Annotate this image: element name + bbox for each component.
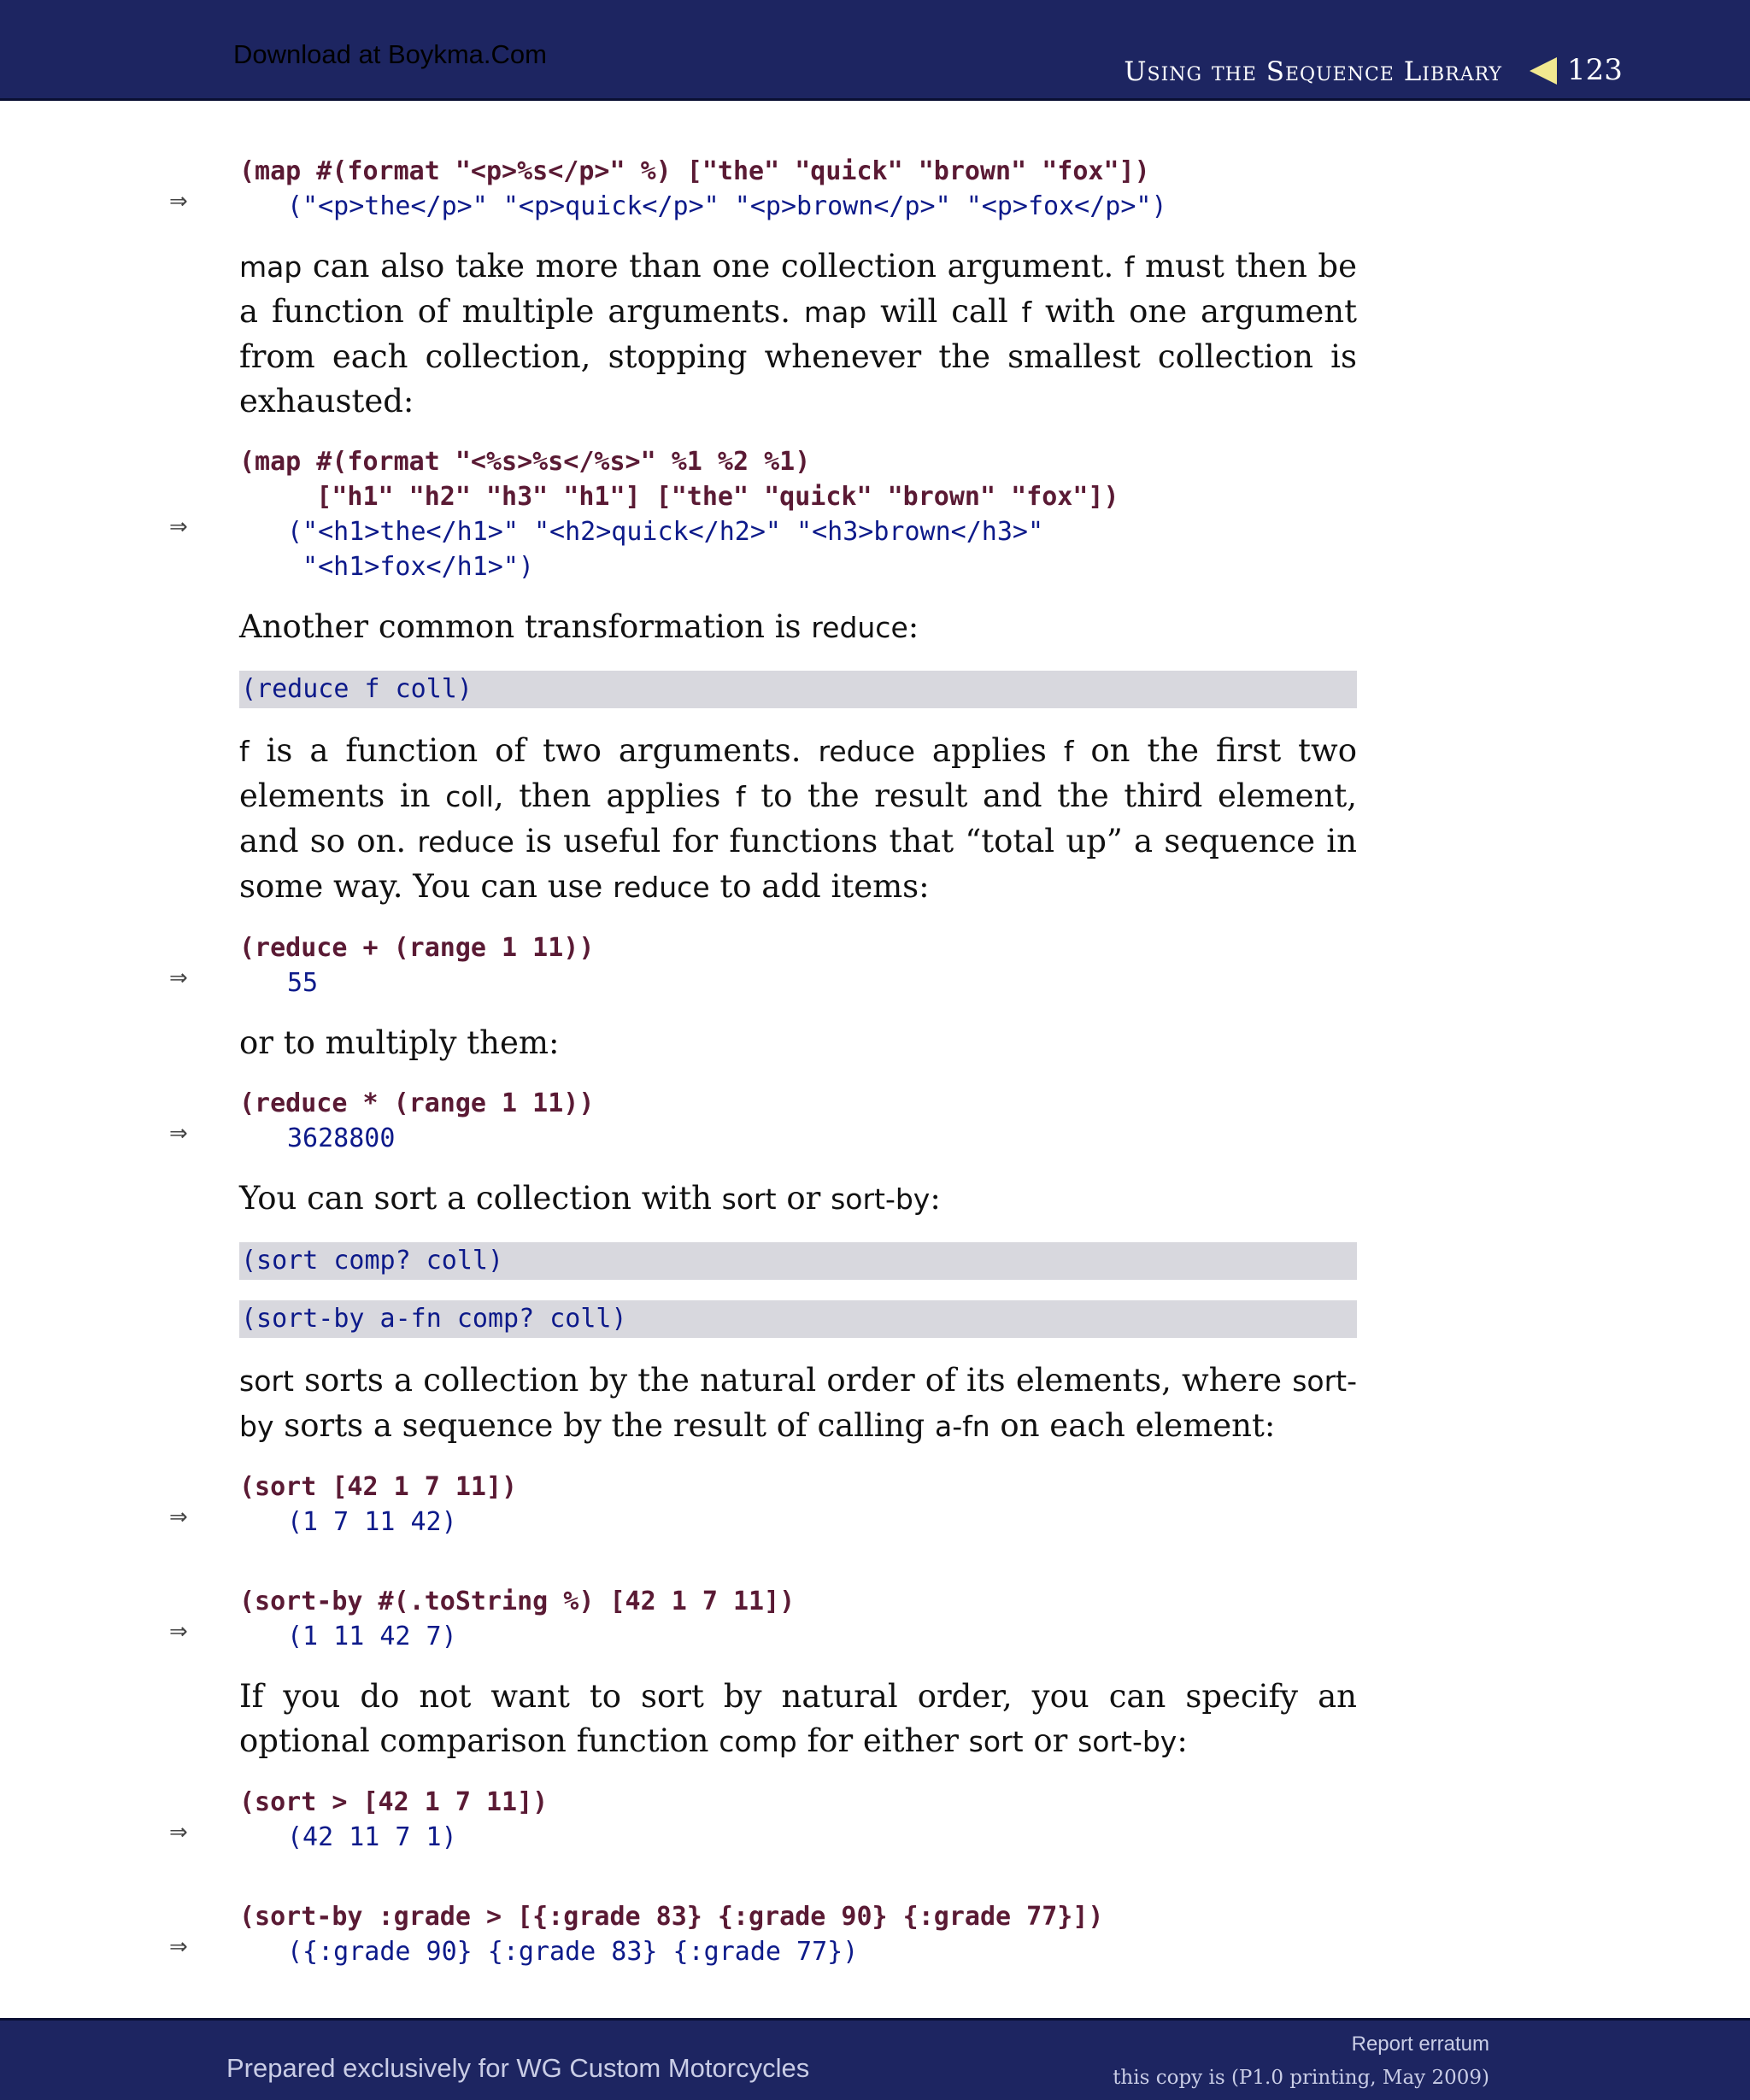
text-span: is useful for functions that “total up” a sequence in some way. You can use <box>239 823 1357 905</box>
text-span: : <box>1177 1722 1188 1759</box>
back-arrow-icon[interactable] <box>1530 57 1557 85</box>
text-span: on the first two elements in <box>239 732 1357 814</box>
inline-code: coll <box>445 780 494 813</box>
paragraph-sort-intro <box>239 1176 1357 1222</box>
page-number: 123 <box>1567 53 1623 87</box>
code-example-2 <box>169 444 1357 584</box>
code-result <box>169 1619 1357 1654</box>
text-span: must then be a function of multiple arguments. <box>239 248 1357 330</box>
signature-sort: (sort comp? coll) <box>239 1242 1357 1280</box>
inline-code: sort <box>239 1364 294 1398</box>
code-result <box>169 1121 1357 1156</box>
code-output: ("<h1>the</h1>" "<h2>quick</h2>" "<h3>brown</h3>" "<h1>fox</h1>") <box>287 517 1044 582</box>
inline-code: sort <box>721 1182 777 1216</box>
code-result <box>169 514 1357 584</box>
code-example-7 <box>169 1785 1357 1855</box>
page-header <box>0 0 1750 101</box>
code-input: (map #(format "<p>%s</p>" %) ["the" "quick" "brown" "fox"]) <box>239 156 1150 186</box>
text-span: is a function of two arguments. <box>249 732 819 769</box>
text-span: or <box>1023 1722 1078 1759</box>
text-span: for either <box>796 1722 969 1759</box>
code-example-4 <box>169 1086 1357 1156</box>
text-span: or <box>776 1180 831 1217</box>
paragraph-multiply: or to multiply them: <box>239 1024 560 1061</box>
code-example-6 <box>169 1584 1357 1654</box>
code-result <box>169 1820 1357 1855</box>
inline-code: sort-by <box>1078 1725 1177 1758</box>
text-span: with one argument from each collection, stopping whenever the smallest collection is exhausted: <box>239 293 1357 419</box>
code-input: (sort [42 1 7 11]) <box>239 1472 518 1502</box>
code-input: (sort-by #(.toString %) [42 1 7 11]) <box>239 1587 796 1616</box>
code-output: (1 7 11 42) <box>287 1507 457 1537</box>
inline-code: map <box>239 250 302 284</box>
text-span: can also take more than one collection argument. <box>302 248 1125 284</box>
result-arrow-icon: ⇒ <box>169 514 188 540</box>
code-input: (map #(format "<%s>%s</%s>" %1 %2 %1) ["h1" "h2" "h3" "h1"] ["the" "quick" "brown" "fox"]) <box>239 447 1119 512</box>
text-span: : <box>930 1180 941 1217</box>
page-content <box>169 154 1358 1990</box>
text-span: to add items: <box>709 868 930 905</box>
code-output: ({:grade 90} {:grade 83} {:grade 77}) <box>287 1937 859 1967</box>
inline-code: f <box>239 735 250 768</box>
code-input: (sort > [42 1 7 11]) <box>239 1787 549 1817</box>
result-arrow-icon: ⇒ <box>169 189 188 214</box>
code-example-8 <box>169 1899 1357 1969</box>
code-example-5 <box>169 1469 1357 1540</box>
result-arrow-icon: ⇒ <box>169 965 188 991</box>
result-arrow-icon: ⇒ <box>169 1121 188 1147</box>
code-output: 3628800 <box>287 1123 396 1153</box>
inline-code: a-fn <box>935 1410 990 1443</box>
text-span: sorts a sequence by the result of calling <box>273 1407 935 1444</box>
code-result <box>169 965 1357 1000</box>
code-output: ("<p>the</p>" "<p>quick</p>" "<p>brown</p>" "<p>fox</p>") <box>287 191 1167 221</box>
signature-reduce: (reduce f coll) <box>239 671 1357 708</box>
inline-code: comp <box>719 1725 797 1758</box>
text-span: You can sort a collection with <box>239 1180 722 1217</box>
inline-code: f <box>1063 735 1074 768</box>
inline-code: f <box>735 780 746 813</box>
result-arrow-icon: ⇒ <box>169 1820 188 1845</box>
code-output: 55 <box>287 968 319 998</box>
text-span: , then applies <box>493 777 736 814</box>
inline-code: sort-by <box>239 1364 1357 1443</box>
signature-sort-by: (sort-by a-fn comp? coll) <box>239 1300 1357 1338</box>
code-output: (1 11 42 7) <box>287 1622 457 1651</box>
paragraph-reduce-desc <box>239 729 1357 910</box>
result-arrow-icon: ⇒ <box>169 1505 188 1530</box>
inline-code: reduce <box>417 825 514 859</box>
inline-code: reduce <box>818 735 915 768</box>
paragraph-comparison <box>239 1675 1357 1764</box>
text-span: Another common transformation is <box>239 608 812 645</box>
inline-code: map <box>803 296 867 329</box>
code-input: (reduce + (range 1 11)) <box>239 933 595 963</box>
inline-code: f <box>1124 250 1135 284</box>
copy-info: this copy is (P1.0 printing, May 2009) <box>1113 2067 1489 2089</box>
paragraph-map-multi <box>239 244 1357 424</box>
inline-code: sort-by <box>831 1182 931 1216</box>
paragraph-sort-desc <box>239 1358 1357 1449</box>
prepared-for-text: Prepared exclusively for WG Custom Motorcycles <box>226 2053 810 2083</box>
inline-code: reduce <box>613 871 710 904</box>
result-arrow-icon: ⇒ <box>169 1619 188 1645</box>
inline-code: sort <box>968 1725 1024 1758</box>
text-span: applies <box>914 732 1064 769</box>
code-input: (sort-by :grade > [{:grade 83} {:grade 90} {:grade 77}]) <box>239 1902 1104 1932</box>
text-span: on each element: <box>990 1407 1276 1444</box>
page-footer <box>0 2018 1750 2100</box>
code-result <box>169 1505 1357 1540</box>
code-result <box>169 1934 1357 1969</box>
inline-code: f <box>1021 296 1032 329</box>
code-output: (42 11 7 1) <box>287 1822 457 1852</box>
result-arrow-icon: ⇒ <box>169 1934 188 1960</box>
paragraph-reduce-intro <box>239 605 1357 650</box>
code-input: (reduce * (range 1 11)) <box>239 1088 595 1118</box>
text-span: sorts a collection by the natural order of its elements, where <box>293 1362 1293 1399</box>
download-watermark: Download at Boykma.Com <box>233 39 547 69</box>
report-erratum-link[interactable]: Report erratum <box>1351 2033 1489 2056</box>
text-span: to the result and the third element, and so on. <box>239 777 1358 859</box>
code-example-3 <box>169 930 1357 1000</box>
text-span: will call <box>866 293 1022 330</box>
text-span: If you do not want to sort by natural order, you can specify an optional comparison function <box>239 1678 1357 1759</box>
code-example-1 <box>169 154 1357 224</box>
code-result <box>169 189 1357 224</box>
text-span: : <box>907 608 919 645</box>
inline-code: reduce <box>811 611 908 644</box>
running-title: Using the Sequence Library <box>1124 56 1502 87</box>
